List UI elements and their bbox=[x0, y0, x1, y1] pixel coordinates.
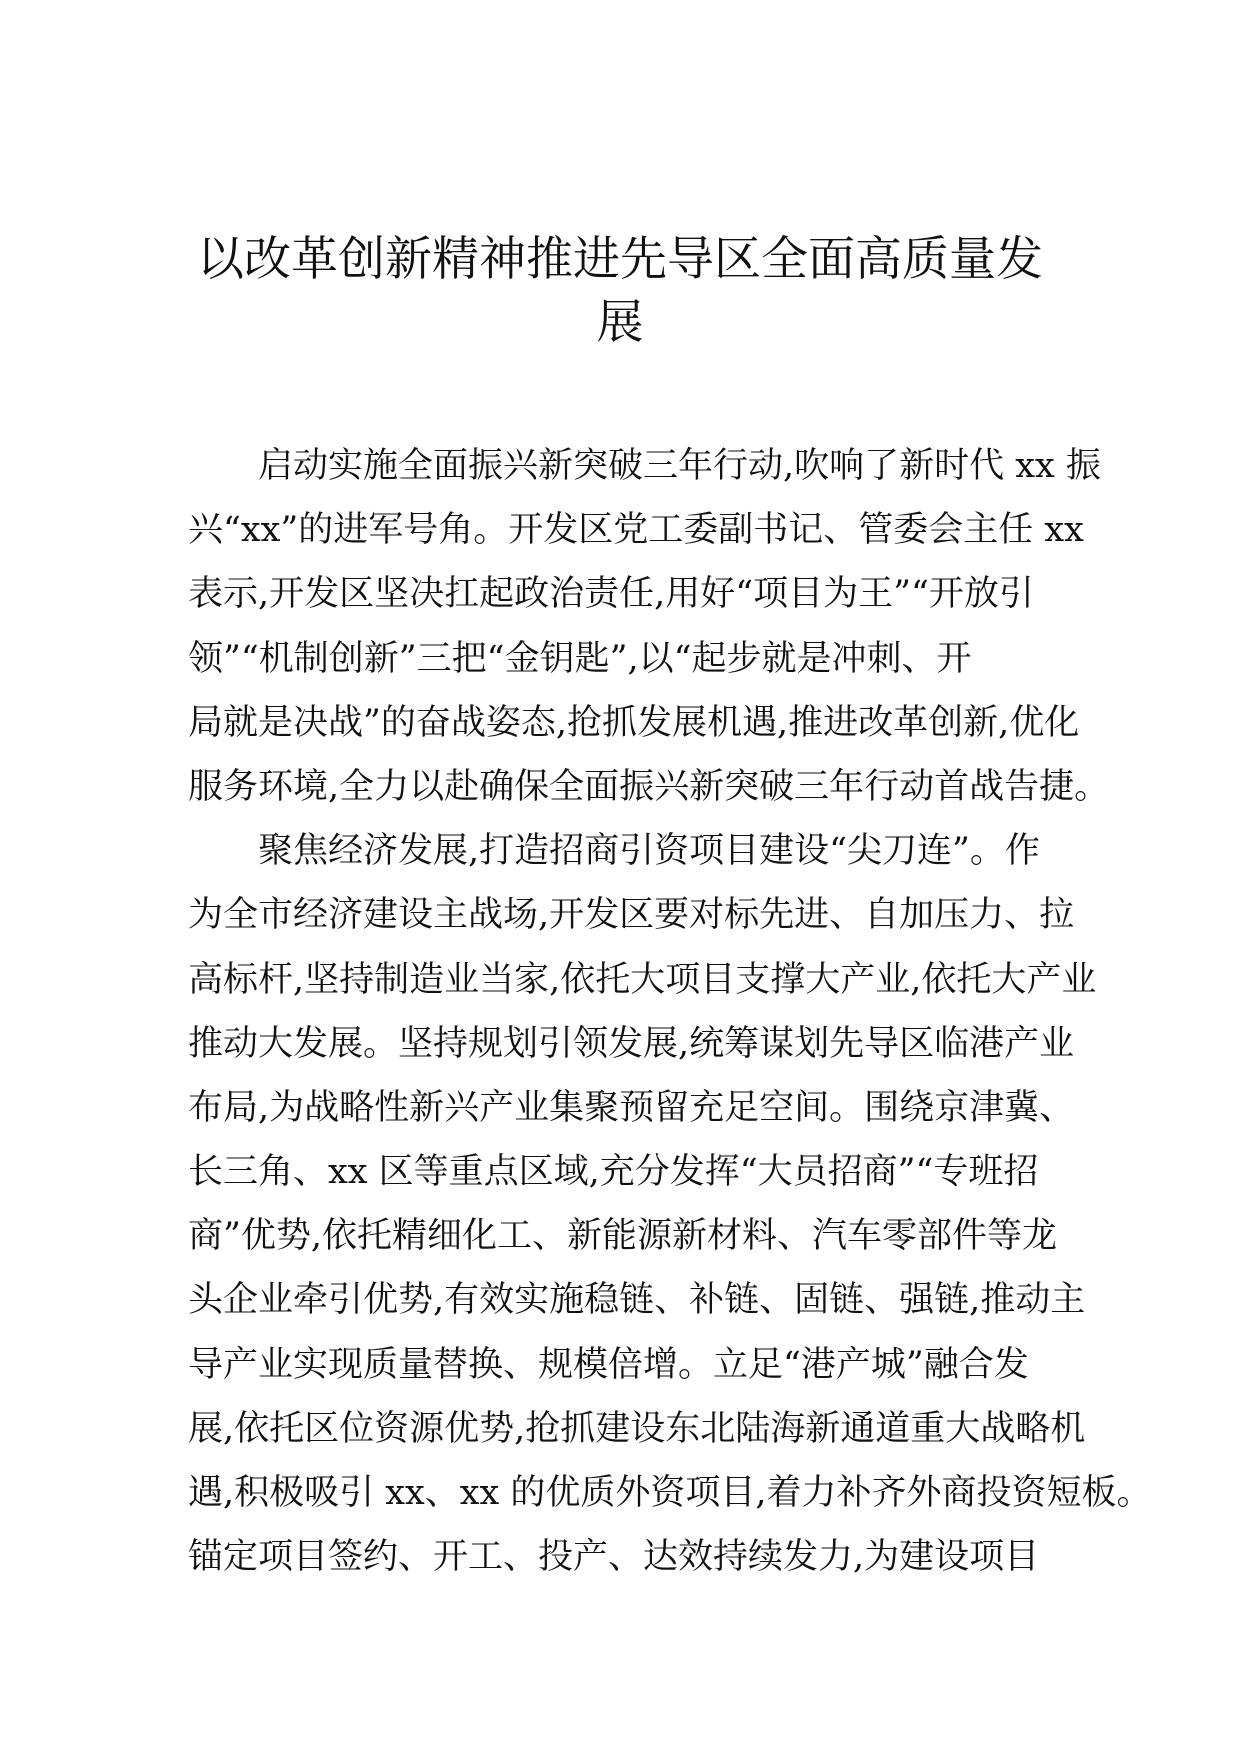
title-line: 展 bbox=[596, 295, 644, 350]
text-line: 领”“机制创新”三把“金钥匙”,以“起步就是冲刺、开 bbox=[188, 638, 972, 679]
text-line: 遇,积极吸引 xx、xx 的优质外资项目,着力补齐外商投资短板。 bbox=[188, 1473, 1152, 1513]
text-line: 展,依托区位资源优势,抢抓建设东北陆海新通道重大战略机 bbox=[188, 1408, 1086, 1449]
text-line: 布局,为战略性新兴产业集聚预留充足空间。围绕京津冀、 bbox=[188, 1087, 1075, 1128]
text-line: 长三角、xx 区等重点区域,充分发挥“大员招商”“专班招 bbox=[188, 1152, 1039, 1193]
document-title bbox=[188, 228, 1052, 354]
paragraph-2 bbox=[188, 819, 1152, 1589]
text-line: 表示,开发区坚决扛起政治责任,用好“项目为王”“开放引 bbox=[188, 574, 1034, 615]
text-line: 锚定项目签约、开工、投产、达效持续发力,为建设项目 bbox=[188, 1537, 1040, 1578]
text-line: 兴“xx”的进军号角。开发区党工委副书记、管委会主任 xx bbox=[188, 510, 1084, 551]
text-line: 头企业牵引优势,有效实施稳链、补链、固链、强链,推动主 bbox=[188, 1280, 1086, 1321]
text-line: 推动大发展。坚持规划引领发展,统筹谋划先导区临港产业 bbox=[188, 1023, 1075, 1064]
document-body bbox=[188, 434, 1152, 1589]
text-line: 服务环境,全力以赴确保全面振兴新突破三年行动首战告捷。 bbox=[188, 766, 1110, 807]
text-line: 高标杆,坚持制造业当家,依托大项目支撑大产业,依托大产业 bbox=[188, 959, 1097, 1000]
text-line: 局就是决战”的奋战姿态,抢抓发展机遇,推进改革创新,优化 bbox=[188, 702, 1080, 743]
title-line: 以改革创新精神推进先导区全面高质量发 bbox=[197, 232, 1043, 287]
text-line: 启动实施全面振兴新突破三年行动,吹响了新时代 xx 振 bbox=[258, 446, 1101, 486]
text-line: 商”优势,依托精细化工、新能源新材料、汽车零部件等龙 bbox=[188, 1216, 1058, 1257]
paragraph-1 bbox=[188, 434, 1110, 819]
text-line: 为全市经济建设主战场,开发区要对标先进、自加压力、拉 bbox=[188, 895, 1075, 936]
text-line: 导产业实现质量替换、规模倍增。立足“港产城”融合发 bbox=[188, 1344, 1029, 1385]
text-line: 聚焦经济发展,打造招商引资项目建设“尖刀连”。作 bbox=[258, 831, 1040, 872]
